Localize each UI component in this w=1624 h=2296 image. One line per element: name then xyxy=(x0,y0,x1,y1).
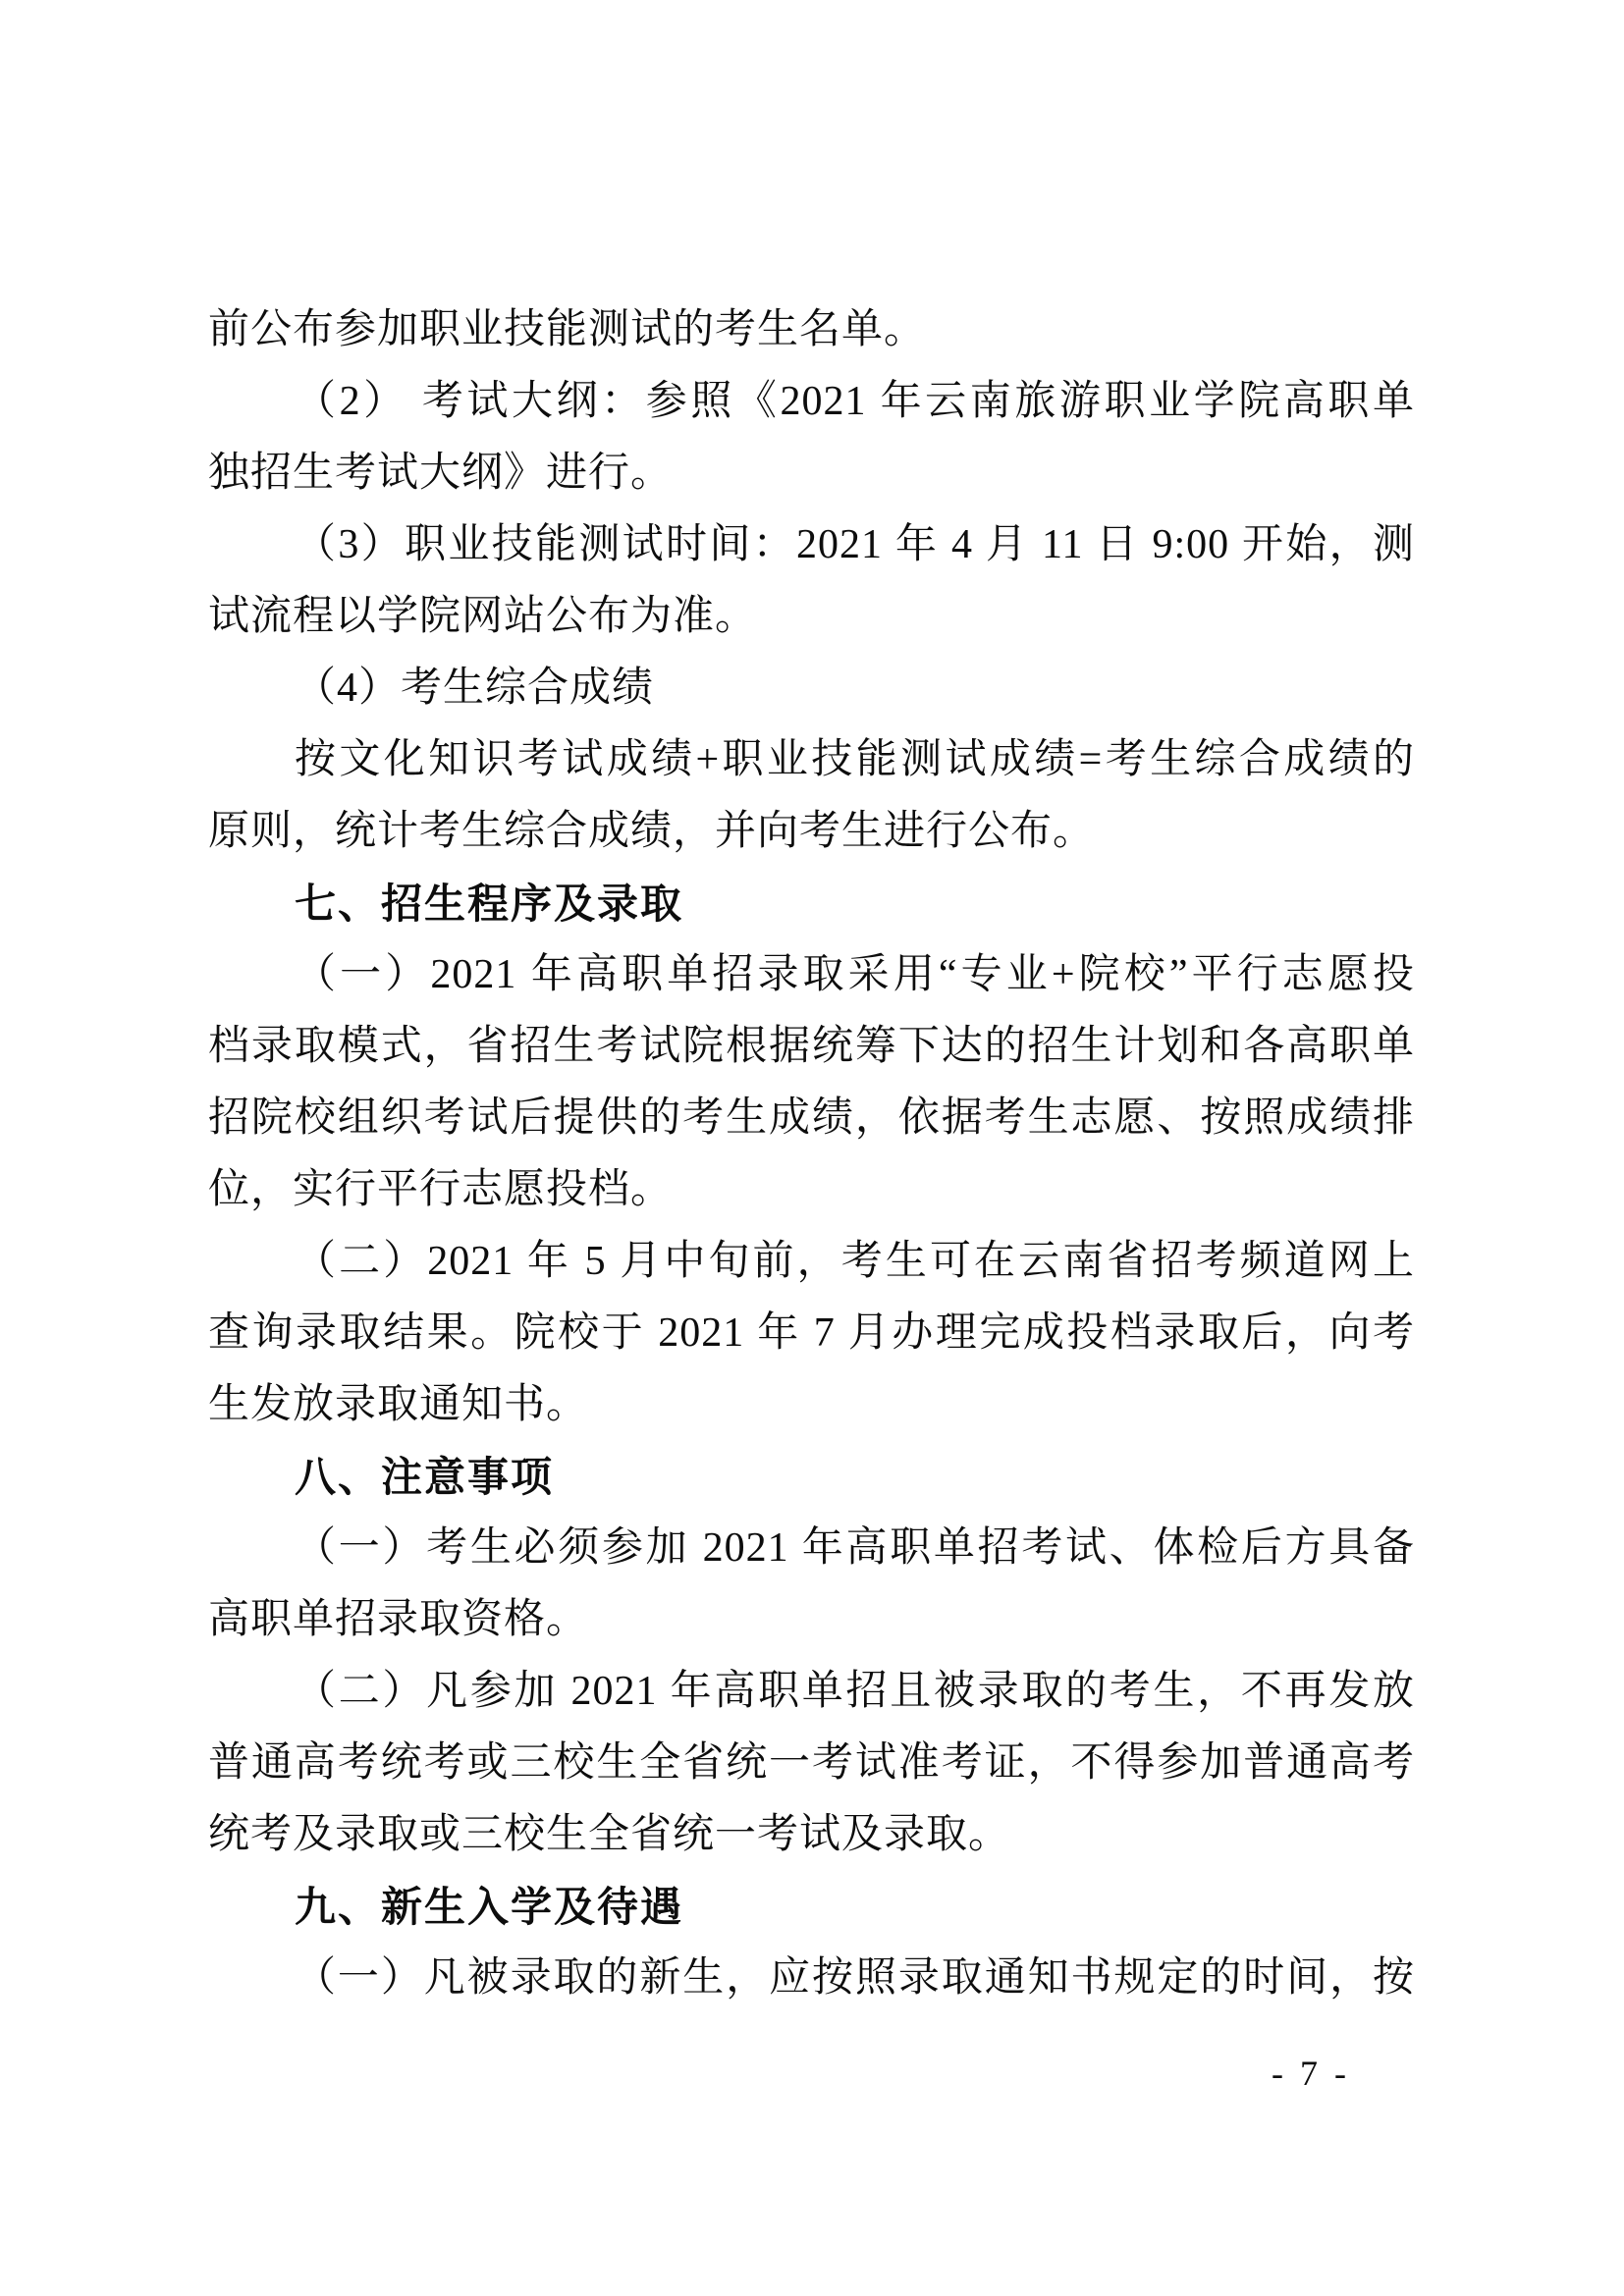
text-line: （一）2021 年高职单招录取采用“专业+院校”平行志愿投 xyxy=(295,952,1415,997)
text-line: 普通高考统考或三校生全省统一考试准考证，不得参加普通高考 xyxy=(208,1740,1415,1786)
text-line: 生发放录取通知书。 xyxy=(208,1382,589,1427)
text-line: （3）职业技能测试时间：2021 年 4 月 11 日 9:00 开始，测 xyxy=(295,522,1415,567)
text-line: 查询录取结果。院校于 2021 年 7 月办理完成投档录取后，向考 xyxy=(208,1310,1415,1356)
text-line: 招院校组织考试后提供的考生成绩，依据考生志愿、按照成绩排 xyxy=(208,1095,1415,1141)
text-line: 原则，统计考生综合成绩，并向考生进行公布。 xyxy=(208,809,1096,854)
text-line: 按文化知识考试成绩+职业技能测试成绩=考生综合成绩的 xyxy=(295,737,1415,782)
text-line: （2） 考试大纲：参照《2021 年云南旅游职业学院高职单 xyxy=(295,379,1415,424)
text-line: 位，实行平行志愿投档。 xyxy=(208,1167,674,1212)
text-line: 八、注意事项 xyxy=(295,1453,555,1501)
text-line: 独招生考试大纲》进行。 xyxy=(208,451,674,496)
text-line: （二）凡参加 2021 年高职单招且被录取的考生，不再发放 xyxy=(295,1669,1415,1714)
text-line: 高职单招录取资格。 xyxy=(208,1597,589,1642)
text-line: 试流程以学院网站公布为准。 xyxy=(208,594,758,639)
text-line: 九、新生入学及待遇 xyxy=(295,1883,684,1931)
text-line: （4）考生综合成绩 xyxy=(295,666,655,711)
text-line: （二）2021 年 5 月中旬前，考生可在云南省招考频道网上 xyxy=(295,1239,1415,1284)
text-line: 统考及录取或三校生全省统一考试及录取。 xyxy=(208,1812,1011,1857)
text-line: （一）凡被录取的新生，应按照录取通知书规定的时间，按 xyxy=(295,1955,1415,2001)
document-body xyxy=(208,294,1415,2014)
page-number: - 7 - xyxy=(1272,2054,1350,2093)
text-line: 档录取模式，省招生考试院根据统筹下达的招生计划和各高职单 xyxy=(208,1024,1415,1069)
text-line: （一）考生必须参加 2021 年高职单招考试、体检后方具备 xyxy=(295,1525,1415,1571)
text-line: 前公布参加职业技能测试的考生名单。 xyxy=(208,307,927,352)
text-line: 七、招生程序及录取 xyxy=(295,880,684,928)
